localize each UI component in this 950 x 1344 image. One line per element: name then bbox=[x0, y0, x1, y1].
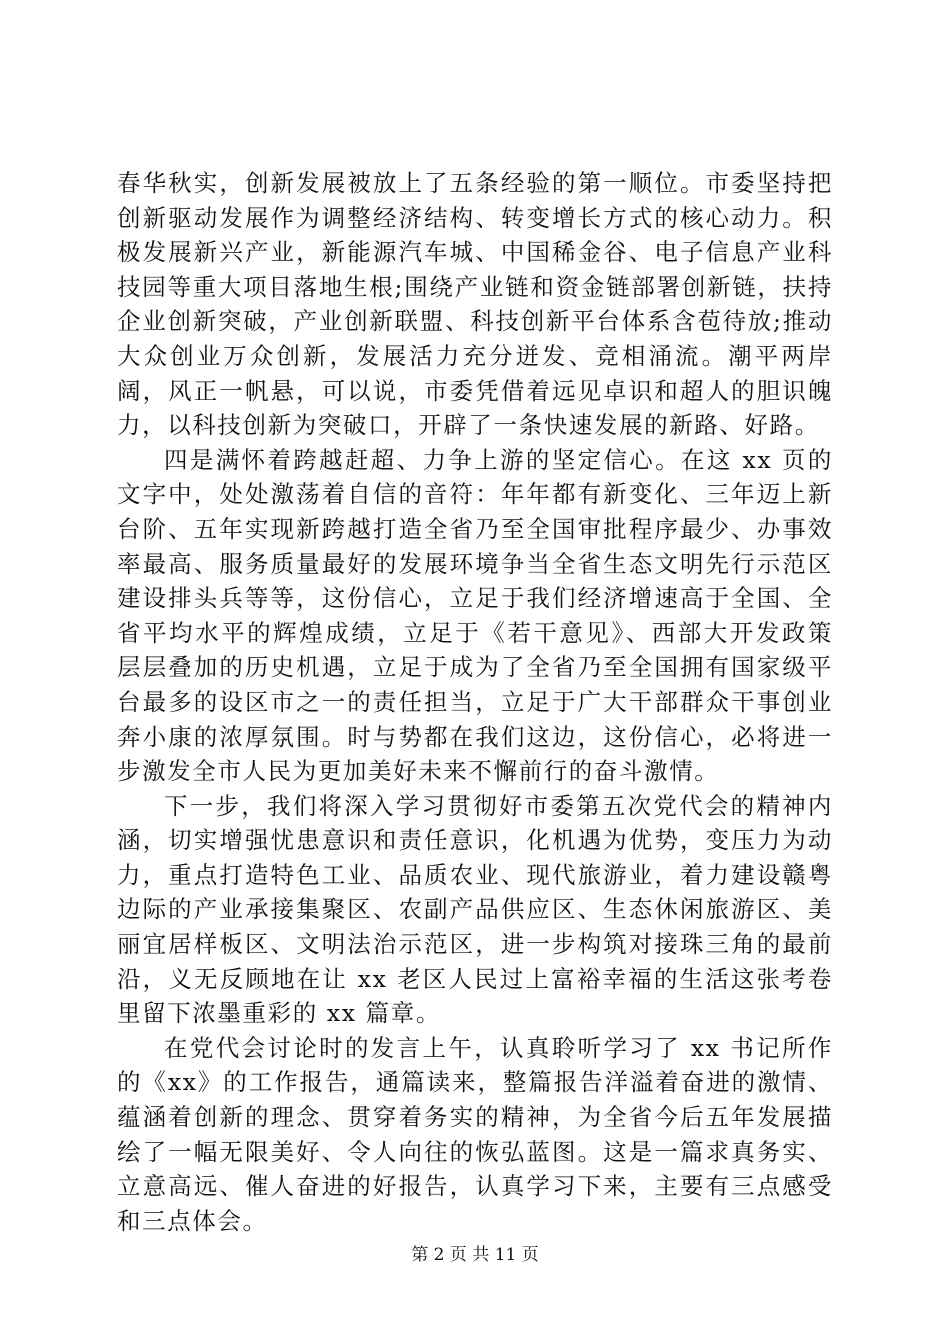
paragraph-continuation: 春华秋实，创新发展被放上了五条经验的第一顺位。市委坚持把创新驱动发展作为调整经济结构、转变增长方式的核心动力。积极发展新兴产业，新能源汽车城、中国稀金谷、电子信息产业科技园等重大项目落地生根;围绕产业链和资金链部署创新链，扶持企业创新突破，产业创新联盟、科技创新平台体系含苞待放;推动大众创业万众创新，发展活力充分迸发、竞相涌流。潮平两岸阔，风正一帆悬，可以说，市委凭借着远见卓识和超人的胆识魄力，以科技创新为突破口，开辟了一条快速发展的新路、好路。 bbox=[117, 169, 833, 440]
paragraph: 四是满怀着跨越赶超、力争上游的坚定信心。在这 xx 页的文字中，处处激荡着自信的音符：年年都有新变化、三年迈上新台阶、五年实现新跨越打造全省乃至全国审批程序最少、办事效率最高、服务质量最好的发展环境争当全省生态文明先行示范区建设排头兵等等，这份信心，立足于我们经济增速高于全国、全省平均水平的辉煌成绩，立足于《若干意见》、西部大开发政策层层叠加的历史机遇，立足于成为了全省乃至全国拥有国家级平台最多的设区市之一的责任担当，立足于广大干部群众干事创业奔小康的浓厚氛围。时与势都在我们这边，这份信心，必将进一步激发全市人民为更加美好未来不懈前行的奋斗激情。 bbox=[117, 445, 833, 786]
paragraph: 在党代会讨论时的发言上午，认真聆听学习了 xx 书记所作的《xx》的工作报告，通篇读来，整篇报告洋溢着奋进的激情、蕴涵着创新的理念、贯穿着务实的精神，为全省今后五年发展描绘了一幅无限美好、令人向往的恢弘蓝图。这是一篇求真务实、立意高远、催人奋进的好报告，认真学习下来，主要有三点感受和三点体会。 bbox=[117, 1033, 833, 1235]
document-body bbox=[117, 166, 833, 1238]
paragraph: 下一步，我们将深入学习贯彻好市委第五次党代会的精神内涵，切实增强忧患意识和责任意识，化机遇为优势，变压力为动力，重点打造特色工业、品质农业、现代旅游业，着力建设赣粤边际的产业承接集聚区、农副产品供应区、生态休闲旅游区、美丽宜居样板区、文明法治示范区，进一步构筑对接珠三角的最前沿，义无反顾地在让 xx 老区人民过上富裕幸福的生活这张考卷里留下浓墨重彩的 xx 篇章。 bbox=[117, 791, 833, 1028]
page-number-footer: 第 2 页 共 11 页 bbox=[411, 1245, 539, 1265]
